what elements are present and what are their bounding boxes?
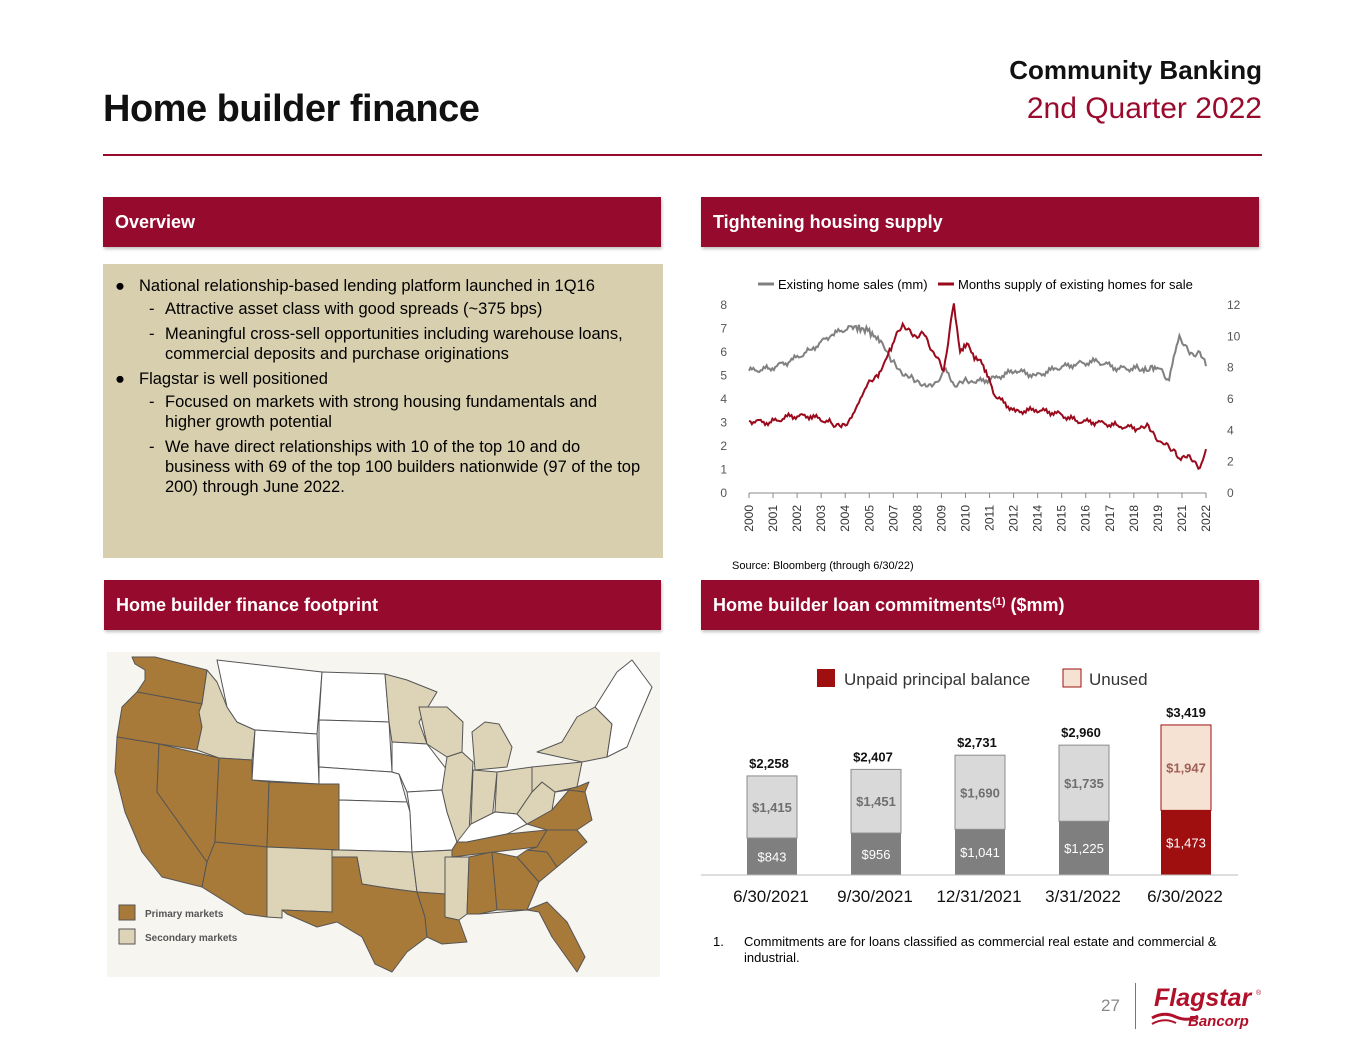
logo-swoosh-icon bbox=[1152, 1020, 1176, 1024]
overview-bullet: ● National relationship-based lending platform launched in 1Q16 bbox=[115, 277, 595, 295]
map-legend bbox=[119, 905, 238, 944]
state-new-mexico bbox=[267, 847, 339, 918]
bar-label-unused: $1,735 bbox=[1064, 776, 1104, 792]
bar-total-label: $2,407 bbox=[853, 749, 893, 765]
bar-label-unused: $1,690 bbox=[960, 785, 1000, 801]
state-colorado bbox=[267, 782, 339, 850]
x-tick-label: 2019 bbox=[1150, 505, 1165, 532]
x-tick-label: 2014 bbox=[1030, 505, 1045, 532]
bar-chart-legend bbox=[817, 669, 1148, 689]
bar-total-label: $2,258 bbox=[749, 755, 789, 771]
logo-divider bbox=[1135, 983, 1136, 1029]
line-chart-legend bbox=[758, 277, 1193, 292]
footnote-number: 1. bbox=[713, 934, 724, 949]
series-line-months-supply bbox=[749, 303, 1206, 468]
x-tick-label: 2008 bbox=[910, 505, 925, 532]
housing-supply-chart bbox=[701, 265, 1261, 580]
legend-label-upb: Unpaid principal balance bbox=[844, 670, 1031, 689]
line-series-group bbox=[749, 303, 1206, 468]
page-title: Home builder finance bbox=[103, 88, 480, 130]
right-axis-ticks bbox=[1227, 298, 1241, 500]
bar-total-label: $2,960 bbox=[1061, 725, 1101, 741]
bar-group bbox=[733, 705, 1223, 906]
legend-label-unused: Unused bbox=[1089, 670, 1148, 689]
state-kansas bbox=[339, 800, 412, 852]
bar-category-label: 3/31/2022 bbox=[1045, 887, 1121, 906]
overview-sub-bullet: - Focused on markets with strong housing fundamentals and higher growth potential bbox=[149, 393, 597, 431]
y-left-tick-label: 5 bbox=[720, 368, 727, 383]
legend-label-months-supply: Months supply of existing homes for sale bbox=[958, 277, 1193, 292]
legend-swatch-secondary bbox=[119, 929, 135, 944]
us-footprint-map bbox=[107, 652, 660, 977]
y-right-tick-label: 8 bbox=[1227, 360, 1234, 375]
y-left-tick-label: 0 bbox=[720, 486, 727, 500]
flagstar-logo bbox=[1148, 984, 1268, 1034]
y-right-tick-label: 10 bbox=[1227, 329, 1241, 344]
bar-total-label: $2,731 bbox=[957, 735, 997, 751]
x-tick-label: 2015 bbox=[1054, 505, 1069, 532]
legend-label-secondary: Secondary markets bbox=[145, 933, 238, 944]
state-new-york bbox=[537, 707, 612, 762]
x-tick-label: 2017 bbox=[1102, 505, 1117, 532]
bar-category-label: 6/30/2022 bbox=[1147, 887, 1223, 906]
left-axis-ticks bbox=[720, 298, 727, 500]
y-left-tick-label: 8 bbox=[720, 298, 727, 312]
x-tick-label: 2016 bbox=[1078, 505, 1093, 532]
y-left-tick-label: 7 bbox=[720, 321, 727, 336]
legend-label-home-sales: Existing home sales (mm) bbox=[778, 277, 928, 292]
bar-label-upb: $1,225 bbox=[1064, 841, 1104, 857]
housing-supply-header: Tightening housing supply bbox=[701, 197, 1259, 247]
y-left-tick-label: 2 bbox=[720, 439, 727, 453]
logo-registered-mark: ® bbox=[1256, 990, 1262, 997]
bar-total-label: $3,419 bbox=[1166, 704, 1206, 720]
bar-label-upb: $843 bbox=[757, 849, 787, 865]
quarter-label: 2nd Quarter 2022 bbox=[1026, 92, 1262, 125]
legend-label-primary: Primary markets bbox=[145, 909, 224, 920]
logo-wordmark: Flagstar bbox=[1154, 984, 1252, 1012]
y-right-tick-label: 0 bbox=[1227, 486, 1234, 500]
overview-list bbox=[103, 264, 663, 497]
state-mississippi bbox=[445, 857, 469, 920]
loan-commitments-header: Home builder loan commitments $^{(1)}$ ($mm) bbox=[701, 580, 1259, 630]
section-label: Community Banking bbox=[1009, 55, 1262, 85]
state-michigan bbox=[472, 722, 512, 770]
bar-category-label: 6/30/2021 bbox=[733, 887, 809, 906]
series-line-home-sales bbox=[749, 325, 1206, 387]
overview-sub-bullet: - We have direct relationships with 10 of the top 10 and do business with 69 of the top 100 builders nationwide (97 of the top 200) through June 2022. bbox=[149, 438, 641, 496]
legend-swatch-primary bbox=[119, 905, 135, 920]
state-wyoming bbox=[252, 730, 319, 784]
overview-sub-bullet: - Attractive asset class with good spreads (~375 bps) bbox=[149, 300, 543, 318]
footprint-header: Home builder finance footprint bbox=[104, 580, 661, 630]
x-tick-label: 2003 bbox=[814, 505, 829, 532]
bar-category-label: 12/31/2021 bbox=[936, 887, 1022, 906]
logo-subtitle: Bancorp bbox=[1188, 1013, 1249, 1030]
y-left-tick-label: 6 bbox=[720, 345, 727, 359]
chart-source: Source: Bloomberg (through 6/30/22) bbox=[732, 560, 914, 572]
y-right-tick-label: 12 bbox=[1227, 298, 1241, 312]
map-graphic bbox=[107, 652, 660, 977]
x-tick-label: 2011 bbox=[982, 505, 997, 531]
overview-header: Overview bbox=[103, 197, 661, 247]
footnote bbox=[713, 934, 1258, 966]
x-tick-label: 2001 bbox=[766, 505, 781, 532]
x-tick-label: 2022 bbox=[1199, 505, 1213, 532]
bar-label-unused: $1,451 bbox=[856, 794, 896, 810]
x-tick-label: 2002 bbox=[790, 505, 805, 532]
state-florida bbox=[479, 902, 585, 972]
x-tick-label: 2012 bbox=[1006, 505, 1021, 532]
x-tick-label: 2021 bbox=[1174, 505, 1189, 532]
legend-swatch-unused bbox=[1063, 669, 1081, 687]
x-tick-label: 2000 bbox=[742, 505, 756, 532]
page-number: 27 bbox=[1101, 996, 1120, 1015]
x-tick-label: 2018 bbox=[1126, 505, 1141, 532]
bar-label-unused: $1,947 bbox=[1166, 760, 1206, 776]
y-left-tick-label: 1 bbox=[720, 462, 727, 477]
bar-category-label: 9/30/2021 bbox=[837, 887, 913, 906]
overview-box bbox=[103, 264, 663, 558]
x-tick-label: 2005 bbox=[862, 505, 877, 532]
bar-label-upb: $1,473 bbox=[1166, 835, 1206, 851]
overview-sub-bullet: - Meaningful cross-sell opportunities including warehouse loans, commercial deposits and purchase originations bbox=[149, 325, 623, 363]
bar-label-upb: $956 bbox=[861, 847, 891, 863]
y-left-tick-label: 4 bbox=[720, 392, 727, 406]
legend-swatch-upb bbox=[817, 669, 835, 687]
bar-label-unused: $1,415 bbox=[752, 799, 792, 815]
footnote-text: Commitments are for loans classified as commercial real estate and commercial & industrial. bbox=[744, 934, 1217, 965]
x-tick-label: 2010 bbox=[958, 505, 973, 532]
state-south-dakota bbox=[319, 720, 392, 772]
y-right-tick-label: 6 bbox=[1227, 392, 1234, 406]
loan-commitments-chart bbox=[701, 655, 1261, 915]
x-tick-label: 2007 bbox=[886, 505, 901, 532]
y-right-tick-label: 2 bbox=[1227, 454, 1234, 469]
overview-bullet: ● Flagstar is well positioned bbox=[115, 370, 328, 388]
state-north-dakota bbox=[319, 672, 389, 722]
state-arizona bbox=[202, 842, 267, 917]
x-tick-label: 2009 bbox=[934, 505, 949, 532]
bar-label-upb: $1,041 bbox=[960, 845, 1000, 861]
x-axis-ticks bbox=[742, 493, 1213, 532]
y-right-tick-label: 4 bbox=[1227, 423, 1234, 438]
x-tick-label: 2004 bbox=[838, 505, 853, 532]
y-left-tick-label: 3 bbox=[720, 415, 727, 430]
title-divider bbox=[103, 154, 1262, 156]
